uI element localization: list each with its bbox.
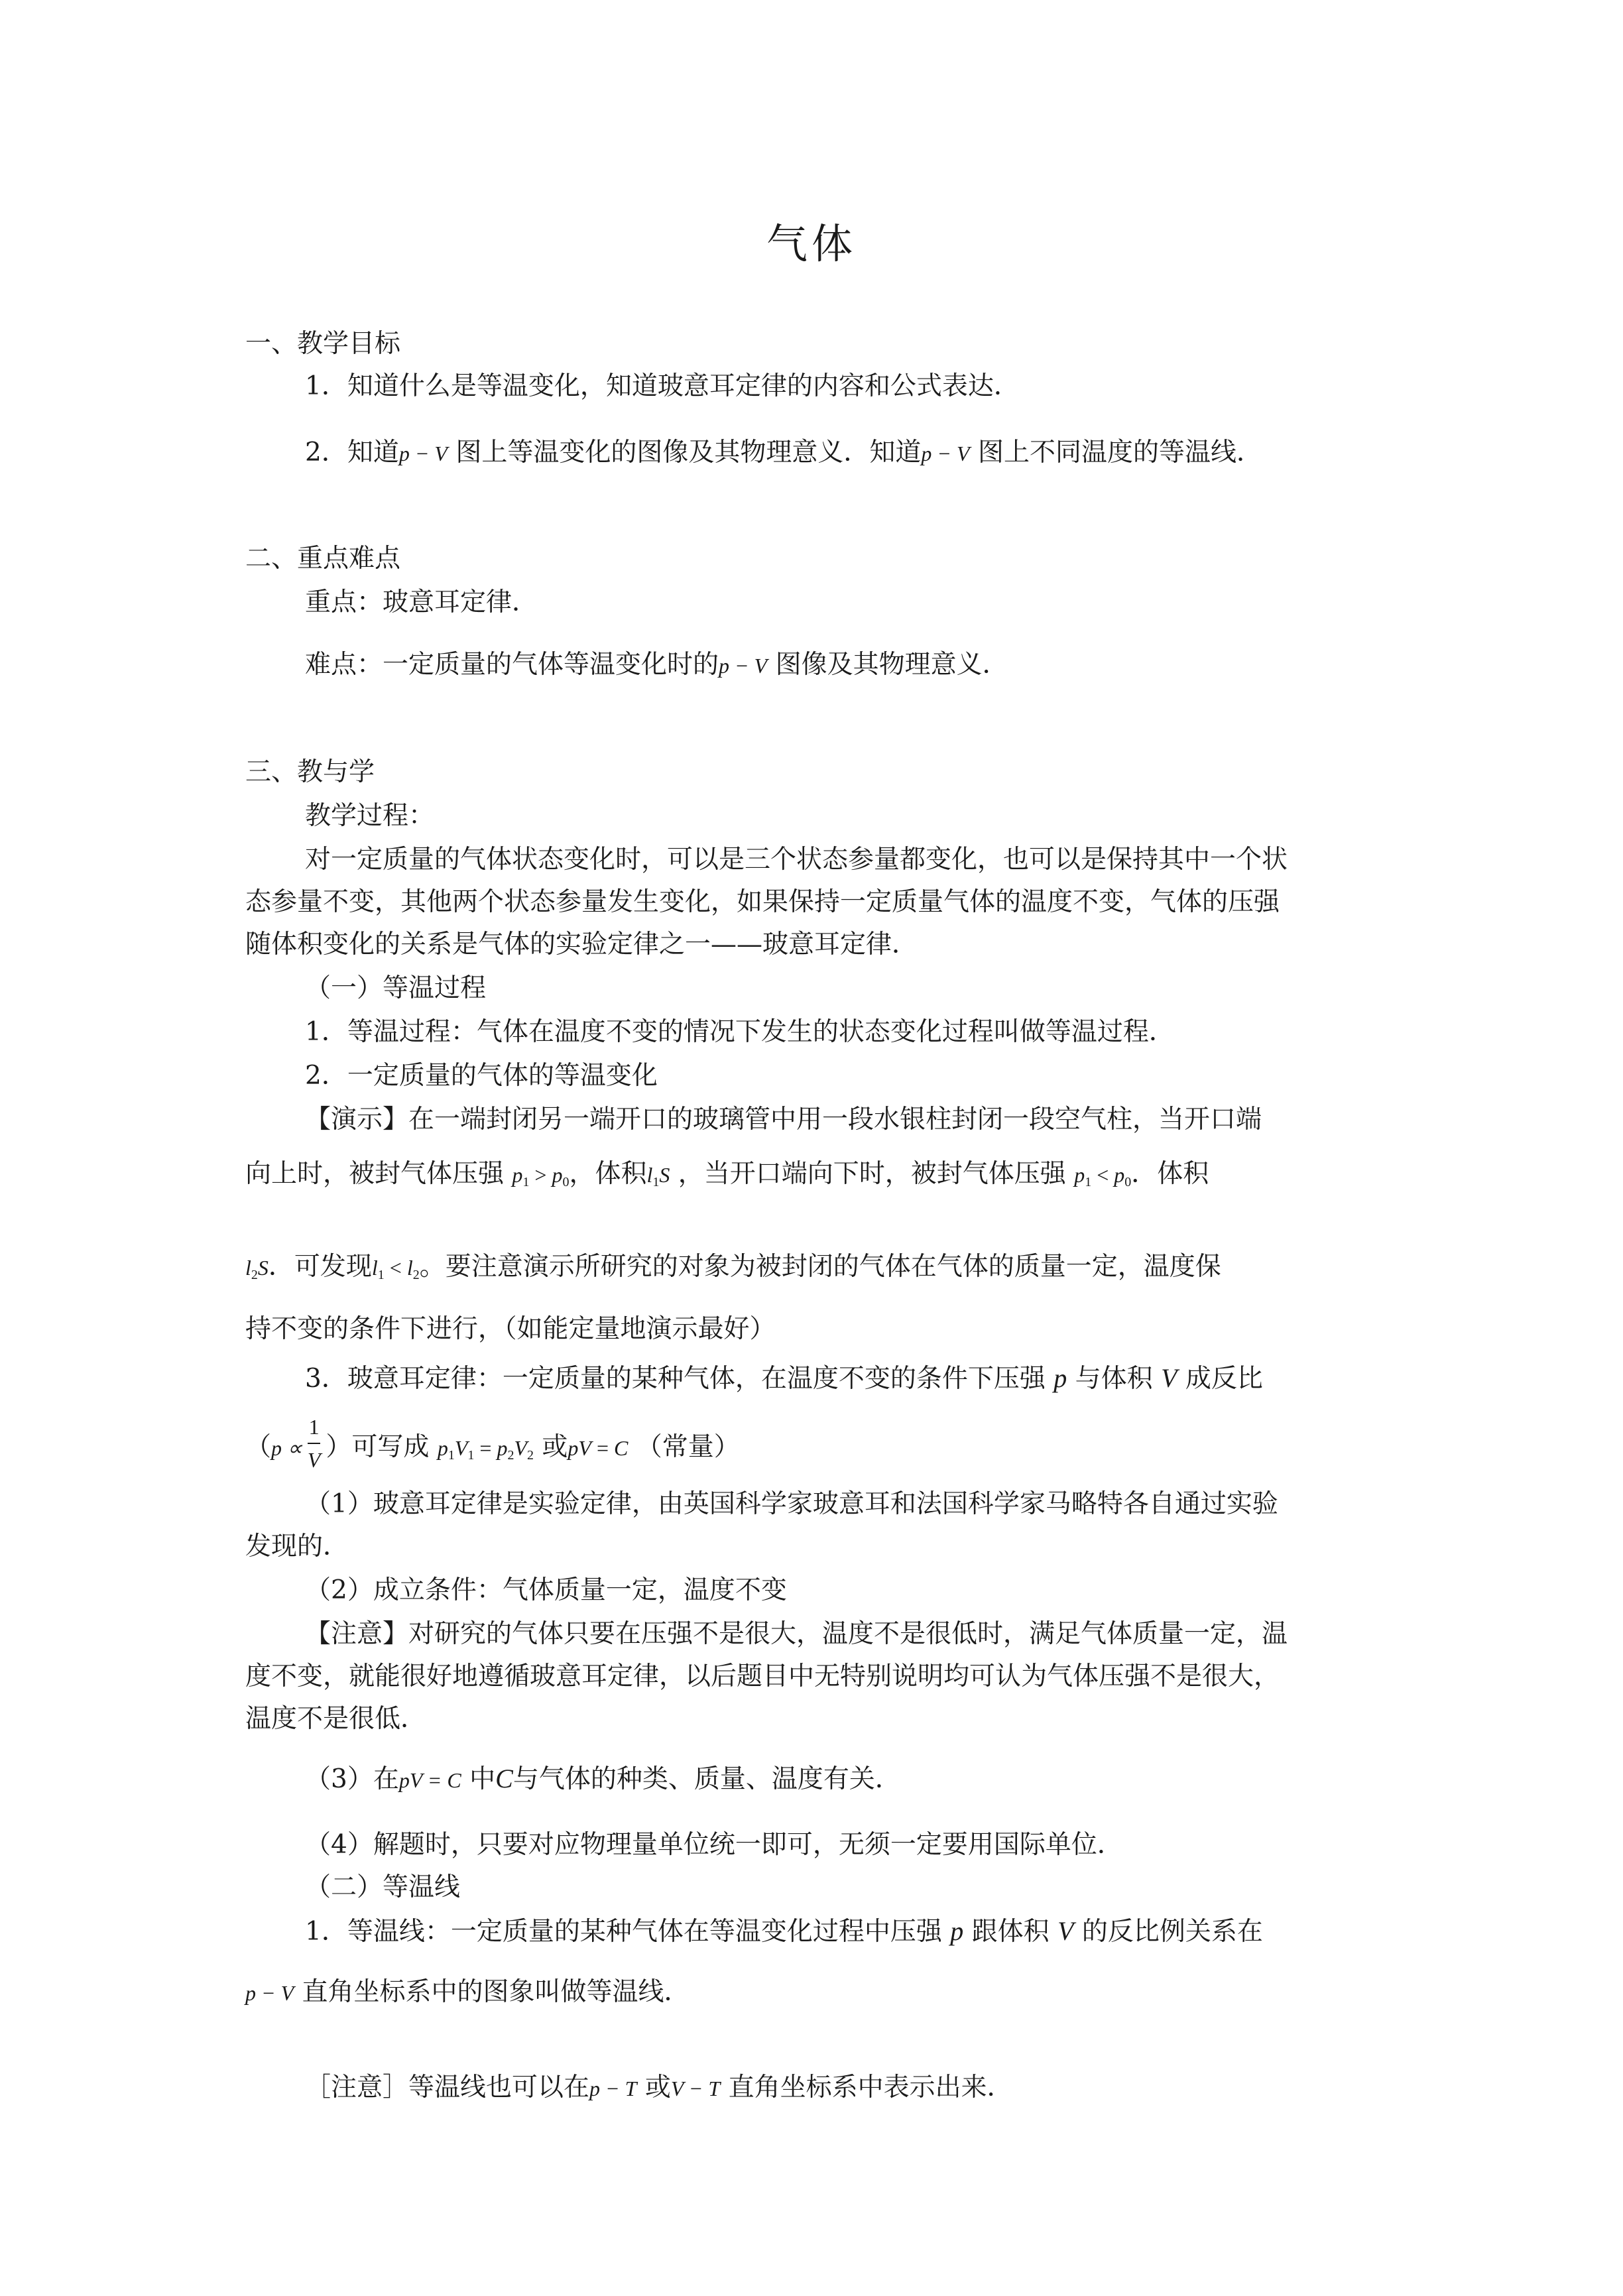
objective-item-1: 1．知道什么是等温变化，知道玻意耳定律的内容和公式表达． [305, 371, 1020, 401]
note-1-line-1: （1）玻意耳定律是实验定律，由英国科学家玻意耳和法国科学家马略特各自通过实验 [305, 1489, 1278, 1519]
intro-line-2: 态参量不变，其他两个状态参量发生变化，如果保持一定质量气体的温度不变，气体的压强 [245, 887, 1280, 917]
key-point: 重点：玻意耳定律． [305, 587, 538, 617]
note-2: （2）成立条件：气体质量一定，温度不变 [305, 1575, 787, 1605]
subsection-isotherm: （二）等温线 [305, 1872, 461, 1902]
subsection-isothermal-process: （一）等温过程 [305, 973, 487, 1003]
difficulty-point: 难点：一定质量的气体等温变化时的p − V 图像及其物理意义． [305, 650, 1008, 680]
inverse-proportion-fraction: $\frac{1}{V}$ [307, 1415, 321, 1472]
teaching-process-label: 教学过程： [305, 801, 435, 831]
demo-line-3: $l_2S$．可发现$l_1 < l_2$。要注意演示所研究的对象为被封闭的气体在气体的质量一定，温度保 [245, 1252, 1221, 1282]
attention-line-3: 温度不是很低． [245, 1704, 427, 1734]
demo-line-4: 持不变的条件下进行，（如能定量地演示最好） [245, 1314, 776, 1344]
page-title: 气体 [766, 219, 857, 268]
attention-line-1: 【注意】对研究的气体只要在压强不是很大，温度不是很低时，满足气体质量一定，温 [305, 1619, 1288, 1649]
isothermal-definition: 1．等温过程：气体在温度不变的情况下发生的状态变化过程叫做等温过程． [305, 1017, 1175, 1047]
note-4: （4）解题时，只要对应物理量单位统一即可，无须一定要用国际单位． [305, 1830, 1123, 1860]
objective-item-2: 2．知道p − V 图上等温变化的图像及其物理意义．知道p − V 图上不同温度的等温线． [305, 438, 1262, 467]
note-3: （3）在pV = C 中C与气体的种类、质量、温度有关． [305, 1764, 901, 1794]
intro-line-1: 对一定质量的气体状态变化时，可以是三个状态参量都变化，也可以是保持其中一个状 [305, 845, 1288, 875]
section-heading-key-points: 二、重点难点 [245, 544, 401, 574]
isotherm-note: ［注意］等温线也可以在p − T 或V − T 直角坐标系中表示出来． [305, 2073, 1013, 2102]
section-heading-teaching: 三、教与学 [245, 757, 375, 787]
isothermal-change-heading: 2．一定质量的气体的等温变化 [305, 1061, 658, 1091]
intro-line-3: 随体积变化的关系是气体的实验定律之一——玻意耳定律． [245, 930, 918, 959]
boyle-law-line-1: 3．玻意耳定律：一定质量的某种气体，在温度不变的条件下压强 p 与体积 V 成反比 [305, 1363, 1263, 1394]
isotherm-definition-line-1: 1．等温线：一定质量的某种气体在等温变化过程中压强 p 跟体积 V 的反比例关系在 [305, 1916, 1263, 1947]
demo-line-1: 【演示】在一端封闭另一端开口的玻璃管中用一段水银柱封闭一段空气柱，当开口端 [305, 1105, 1262, 1134]
section-heading-objectives: 一、教学目标 [245, 329, 401, 359]
boyle-law-formula: （p ∝ $\frac{1}{V}$ ）可写成 $p_1V_1 = p_2V_2$ 或pV = C （常量） [245, 1415, 740, 1472]
attention-line-2: 度不变，就能很好地遵循玻意耳定律，以后题目中无特别说明均可认为气体压强不是很大， [245, 1662, 1280, 1691]
demo-line-2: 向上时，被封气体压强 $p_1 > p_0$，体积$l_1S$ ，当开口端向下时，被封气体压强 $p_1 < p_0$．体积 [245, 1159, 1209, 1189]
isotherm-definition-line-2: p − V 直角坐标系中的图象叫做等温线． [245, 1977, 690, 2007]
note-1-line-2: 发现的． [245, 1532, 349, 1561]
